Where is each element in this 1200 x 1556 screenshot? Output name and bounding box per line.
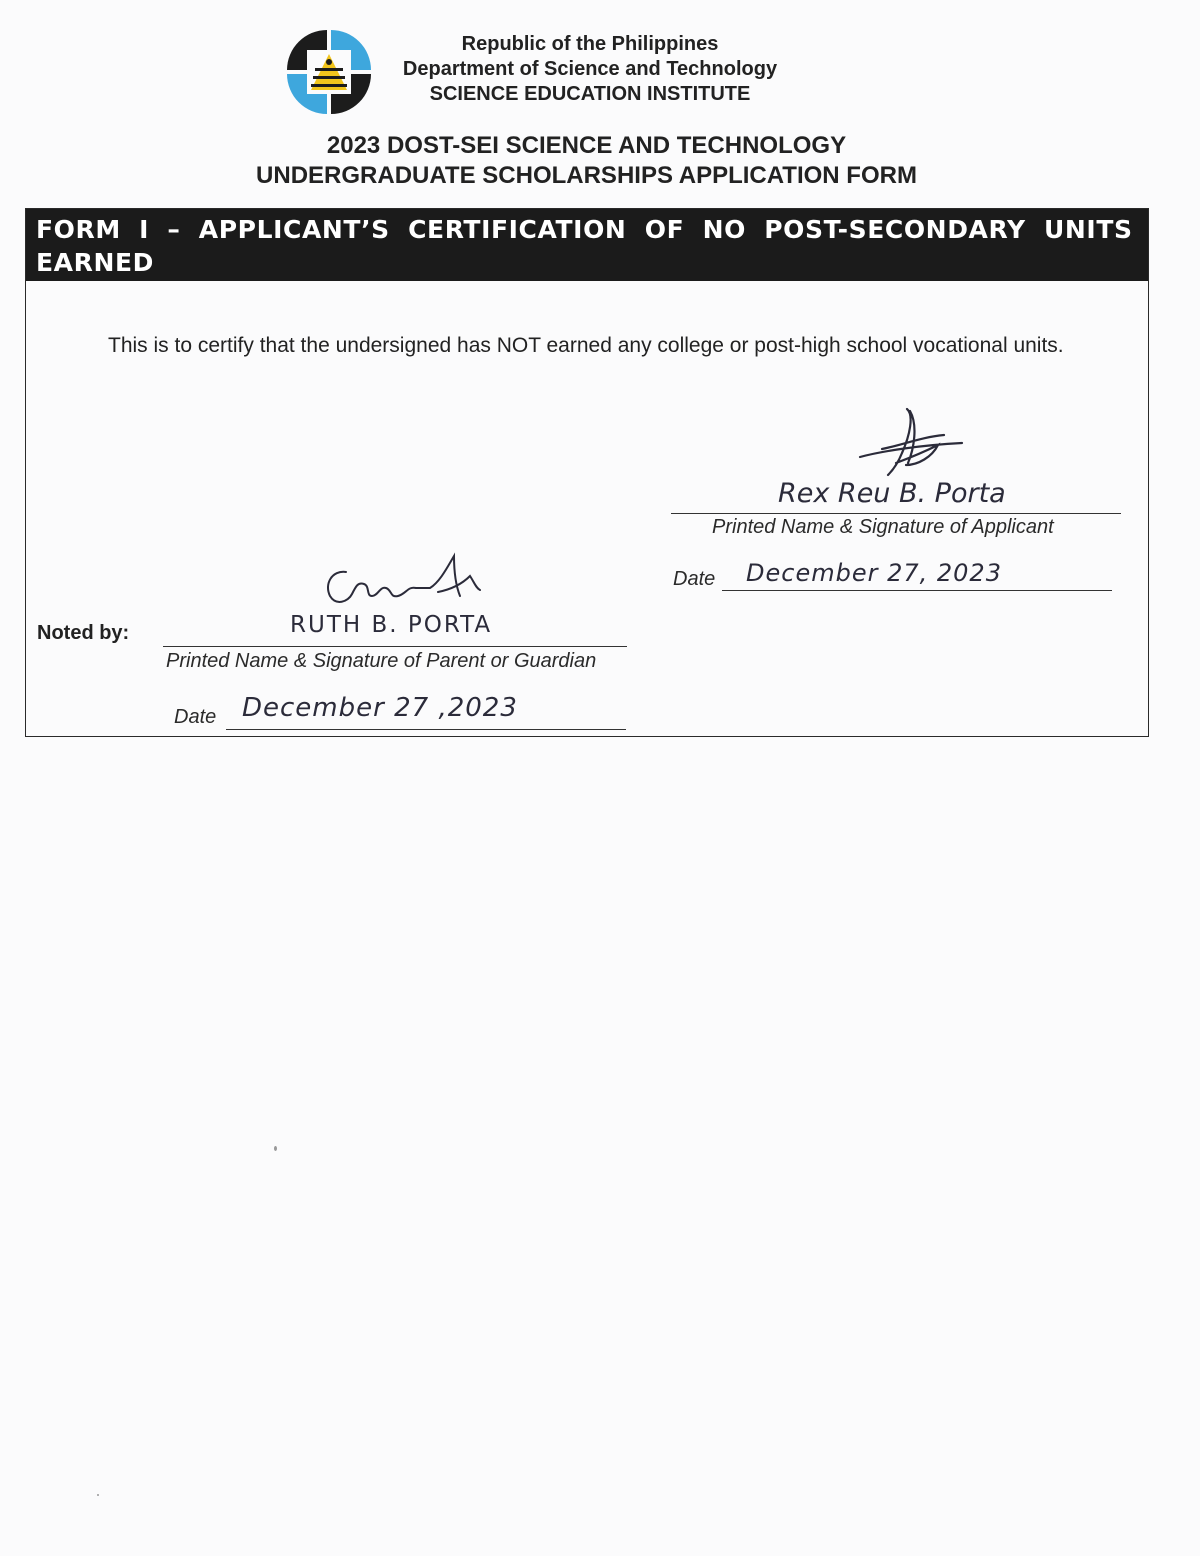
noted-by-label: Noted by: <box>37 622 130 644</box>
applicant-signature <box>852 405 967 485</box>
guardian-caption: Printed Name & Signature of Parent or Guardian <box>166 650 597 672</box>
agency-line-1: Republic of the Philippines <box>461 33 719 55</box>
scan-speck <box>97 1494 99 1496</box>
guardian-date-line <box>226 729 626 730</box>
guardian-signature <box>318 552 483 614</box>
form-title <box>0 131 1173 191</box>
agency-heading <box>380 32 800 107</box>
scan-speck <box>274 1146 277 1151</box>
guardian-name-handwritten: RUTH B. PORTA <box>290 612 493 638</box>
form-title-line-1: 2023 DOST-SEI SCIENCE AND TECHNOLOGY <box>326 132 847 159</box>
certification-text: This is to certify that the undersigned has NOT earned any college or post-high school vocational units. <box>108 334 1064 357</box>
agency-line-3: SCIENCE EDUCATION INSTITUTE <box>429 83 751 105</box>
guardian-date-label: Date <box>174 706 217 728</box>
applicant-name-handwritten: Rex Reu B. Porta <box>778 478 1006 509</box>
agency-line-2: Department of Science and Technology <box>402 58 778 80</box>
form-title-line-2: UNDERGRADUATE SCHOLARSHIPS APPLICATION FORM <box>256 162 917 189</box>
applicant-date-line <box>722 590 1112 591</box>
applicant-caption: Printed Name & Signature of Applicant <box>712 516 1054 538</box>
dost-logo <box>283 26 375 118</box>
guardian-date-value: December 27 ,2023 <box>242 693 518 723</box>
form-header: FORM I – APPLICANT’S CERTIFICATION OF NO POST-SECONDARY UNITS EARNED <box>26 209 1148 281</box>
applicant-date-value: December 27, 2023 <box>746 559 1002 587</box>
applicant-date-label: Date <box>673 568 716 590</box>
guardian-signature-line <box>163 646 627 647</box>
applicant-signature-line <box>671 513 1121 514</box>
